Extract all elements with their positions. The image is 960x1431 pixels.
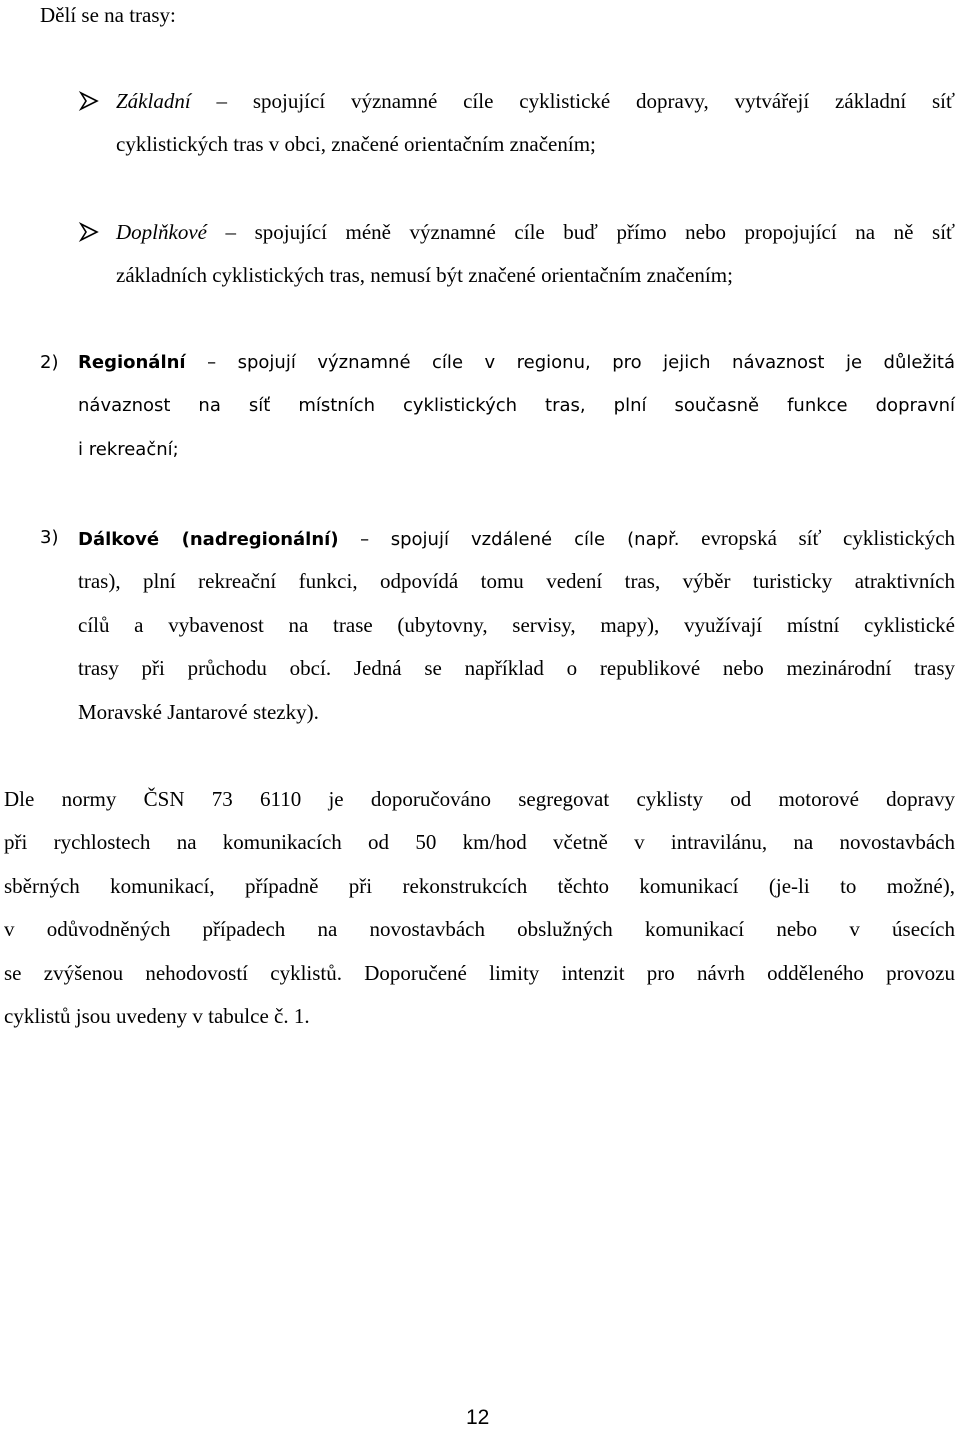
bullet-1-text: spojující významné cíle cyklistické dopravy, vytvářejí základní síť: [252, 89, 955, 113]
item-3-number: 3): [40, 527, 59, 548]
bullet-1-line-2: cyklistických tras v obci, značené orientačním značením;: [116, 132, 596, 156]
item-3-line-1: [78, 525, 955, 551]
bullet-2-line-2: základních cyklistických tras, nemusí být značené orientačním značením;: [116, 263, 733, 287]
item-3-text: spojují vzdálené cíle (např.: [390, 529, 680, 550]
bullet-1-line-1: [116, 88, 955, 114]
item-2-term: Regionální: [78, 352, 186, 373]
page-number: 12: [466, 1406, 490, 1429]
item-3-line-2: tras), plní rekreační funkci, odpovídá tomu vedení tras, výběr turisticky atraktivních: [78, 569, 955, 593]
bullet-2-text: spojující méně významné cíle buď přímo nebo propojující na ně síť: [254, 220, 956, 244]
bullet-2-line-1: [116, 219, 955, 245]
paragraph-line-2: při rychlostech na komunikacích od 50 km/hod včetně v intravilánu, na novostavbách: [4, 830, 955, 854]
paragraph-line-5: se zvýšenou nehodovostí cyklistů. Doporučené limity intenzit pro návrh odděleného provozu: [4, 961, 955, 985]
item-3-line-4: trasy při průchodu obcí. Jedná se například o republikové nebo mezinárodní trasy: [78, 656, 955, 680]
item-2-line-3: i rekreační;: [78, 439, 179, 460]
paragraph-line-3: sběrných komunikací, případně při rekonstrukcích těchto komunikací (je-li to možné),: [4, 874, 955, 898]
intro-text: Dělí se na trasy:: [40, 3, 176, 27]
item-3-line-3: cílů a vybavenost na trase (ubytovny, servisy, mapy), využívají místní cyklistické: [78, 613, 955, 637]
item-3-line-5: Moravské Jantarové stezky).: [78, 700, 319, 724]
item-2-text: spojují významné cíle v regionu, pro jejich návaznost je důležitá: [237, 352, 955, 373]
item-3-text-serif: evropská síť cyklistických: [701, 526, 956, 550]
item-3-term: Dálkové (nadregionální): [78, 529, 339, 550]
arrow-bullet-icon: [78, 90, 100, 112]
item-2-line-1: [78, 350, 955, 376]
item-2-number: 2): [40, 352, 59, 373]
bullet-2-dash: –: [225, 220, 237, 244]
bullet-2-term: Doplňkové: [116, 220, 207, 244]
paragraph-line-4: v odůvodněných případech na novostavbách obslužných komunikací nebo v úsecích: [4, 917, 955, 941]
arrow-bullet-icon: [78, 221, 100, 243]
paragraph-line-6: cyklistů jsou uvedeny v tabulce č. 1.: [4, 1004, 310, 1028]
paragraph-line-1: Dle normy ČSN 73 6110 je doporučováno segregovat cyklisty od motorové dopravy: [4, 787, 955, 811]
bullet-1-dash: –: [216, 89, 227, 113]
bullet-1-term: Základní: [116, 89, 191, 113]
item-2-dash: –: [207, 352, 217, 373]
item-3-dash: –: [360, 529, 370, 550]
item-2-line-2: návaznost na síť místních cyklistických tras, plní současně funkce dopravní: [78, 395, 955, 416]
